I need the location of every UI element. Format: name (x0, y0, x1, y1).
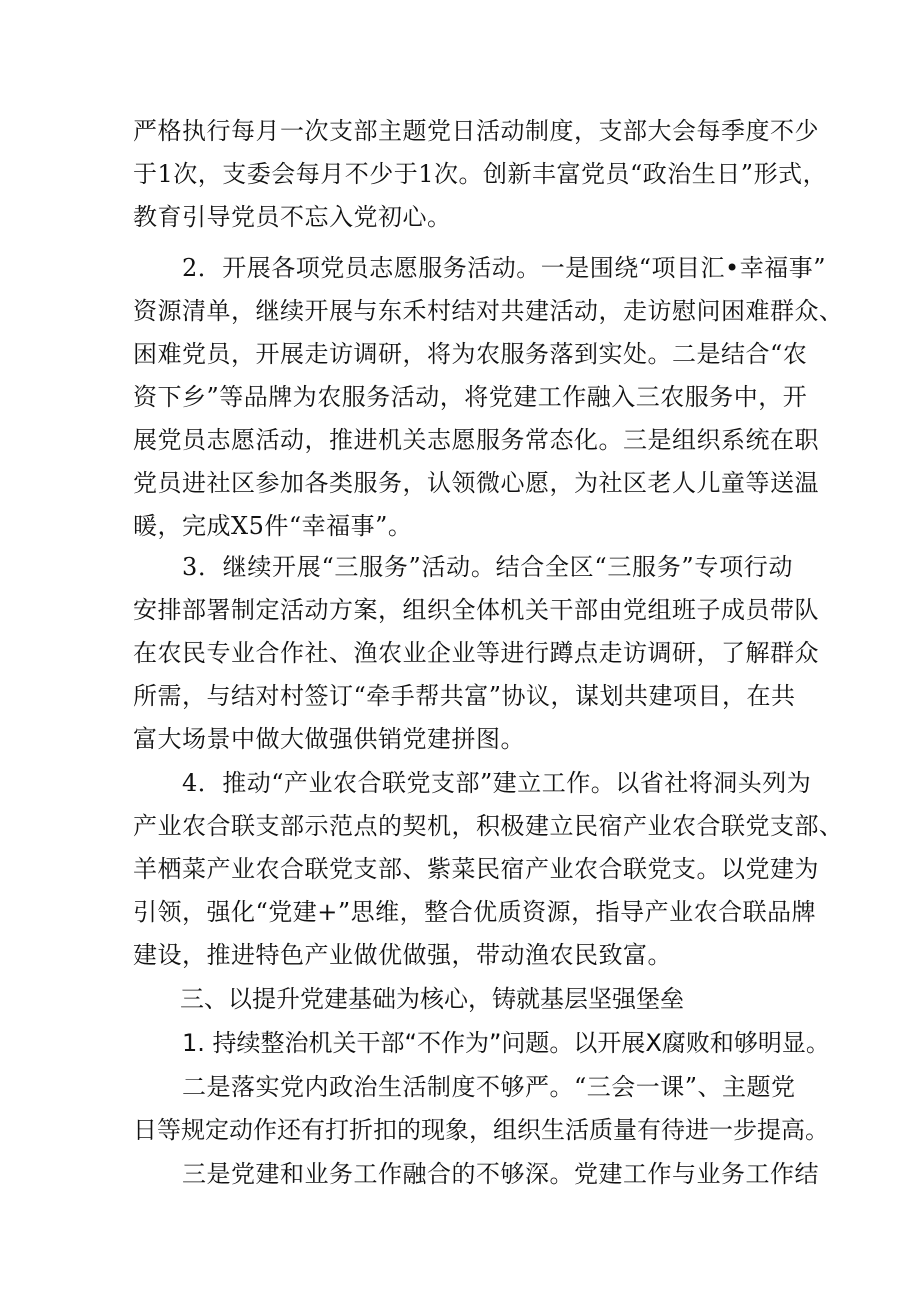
paragraph-line: 资下乡”等品牌为农服务活动，将党建工作融入三农服务中，开 (133, 383, 808, 411)
paragraph-line: 安排部署制定活动方案，组织全体机关干部由党组班子成员带队 (133, 596, 819, 624)
paragraph-line: 建设，推进特色产业做优做强，带动渔农民致富。 (133, 941, 672, 969)
paragraph-line: 教育引导党员不忘入党初心。 (133, 203, 452, 231)
paragraph-line: 产业农合联支部示范点的契机，积极建立民宿产业农合联党支部、 (133, 812, 844, 840)
paragraph-line: 1. 持续整治机关干部“不作为”问题。以开展X腐败和够明显。 (182, 1029, 830, 1057)
paragraph-line: 三是党建和业务工作融合的不够深。党建工作与业务工作结 (182, 1160, 819, 1188)
paragraph-line: 3．继续开展“三服务”活动。结合全区“三服务”专项行动 (182, 553, 793, 581)
paragraph-line: 二是落实党内政治生活制度不够严。“三会一课”、主题党 (182, 1073, 796, 1101)
section-heading: 三、以提升党建基础为核心，铸就基层坚强堡垒 (180, 985, 684, 1013)
paragraph-line: 于1次，支委会每月不少于1次。创新丰富党员“政治生日”形式， (133, 160, 828, 188)
paragraph-line: 展党员志愿活动，推进机关志愿服务常态化。三是组织系统在职 (133, 426, 819, 454)
paragraph-line: 日等规定动作还有打折扣的现象，组织生活质量有待进一步提高。 (133, 1116, 829, 1144)
paragraph-line: 2．开展各项党员志愿服务活动。一是围绕“项目汇•幸福事” (182, 254, 826, 282)
paragraph-line: 资源清单，继续开展与东禾村结对共建活动，走访慰问困难群众、 (133, 297, 844, 325)
paragraph-line: 羊栖菜产业农合联党支部、紫菜民宿产业农合联党支。以党建为 (133, 855, 819, 883)
paragraph-line: 富大场景中做大做强供销党建拼图。 (133, 725, 525, 753)
paragraph-line: 引领，强化“党建+”思维，整合优质资源，指导产业农合联品牌 (133, 898, 817, 926)
paragraph-line: 暖，完成X5件“幸福事”。 (133, 512, 413, 540)
paragraph-line: 困难党员，开展走访调研，将为农服务落到实处。二是结合“农 (133, 340, 808, 368)
paragraph-line: 严格执行每月一次支部主题党日活动制度，支部大会每季度不少 (133, 117, 819, 145)
paragraph-line: 在农民专业合作社、渔农业企业等进行蹲点走访调研，了解群众 (133, 639, 819, 667)
paragraph-line: 4．推动“产业农合联党支部”建立工作。以省社将洞头列为 (182, 769, 812, 797)
paragraph-line: 党员进社区参加各类服务，认领微心愿，为社区老人儿童等送温 (133, 469, 819, 497)
paragraph-line: 所需，与结对村签订“牵手帮共富”协议，谋划共建项目，在共 (133, 682, 796, 710)
